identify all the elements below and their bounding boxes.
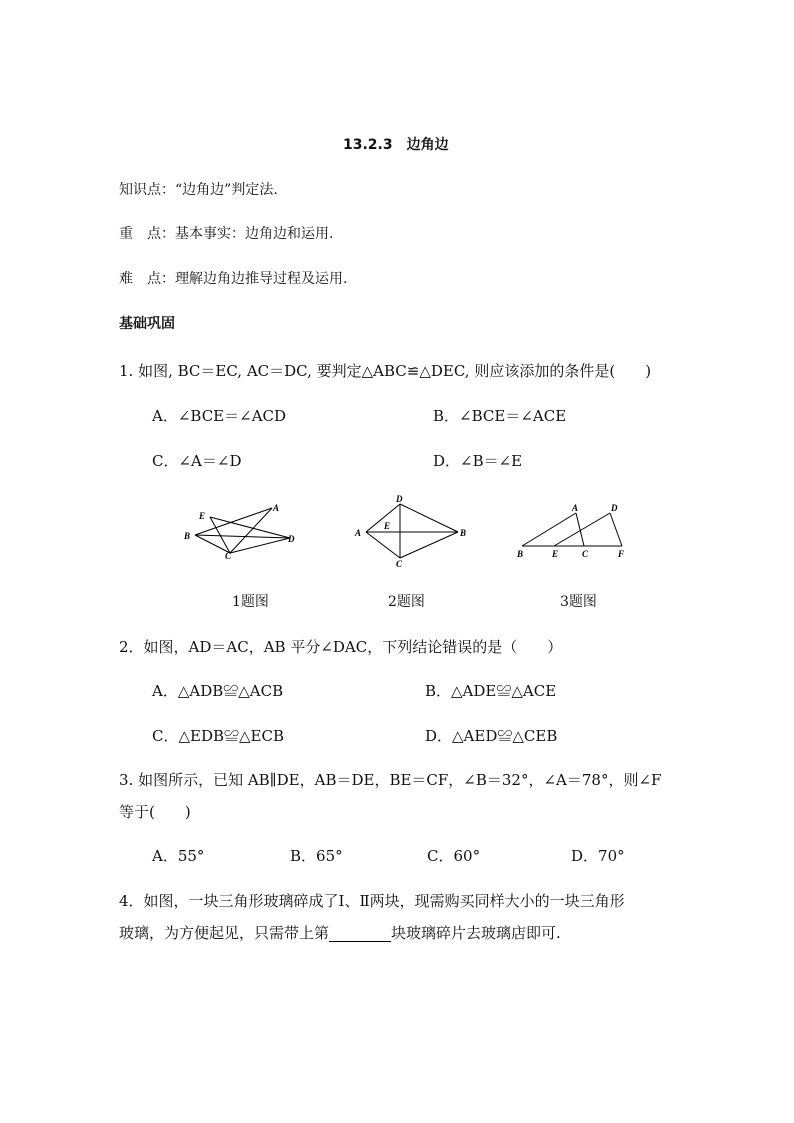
section-heading: 基础巩固 — [119, 316, 175, 332]
q1-option-b: B．∠BCE＝∠ACE — [433, 407, 567, 425]
fig3-label-f: F — [618, 549, 625, 559]
fig1-label-a: A — [273, 503, 280, 513]
q3-option-d: D．70° — [571, 847, 625, 865]
fig2-label-d: D — [396, 494, 403, 504]
fig1-label-e: E — [199, 511, 206, 521]
q1-option-c: C．∠A＝∠D — [152, 452, 242, 470]
fig1-label-c: C — [225, 551, 232, 561]
q2-option-c: C．△EDB≌△ECB — [152, 727, 284, 745]
fig1-label-d: D — [288, 534, 295, 544]
figure-3-caption: 3题图 — [560, 594, 597, 610]
fig3-label-c: C — [582, 549, 589, 559]
q4-line2-before: 玻璃，为方便起见，只需带上第 — [119, 924, 330, 942]
fig3-label-d: D — [611, 503, 618, 513]
q3-option-c: C．60° — [427, 847, 481, 865]
figure-2-caption: 2题图 — [388, 594, 425, 610]
q3-option-a: A．55° — [152, 847, 205, 865]
fig2-label-b: B — [460, 528, 467, 538]
fig3-label-a: A — [572, 503, 579, 513]
figure-3-diagram — [512, 498, 637, 563]
answer-blank[interactable] — [329, 927, 391, 942]
q1-option-a: A．∠BCE＝∠ACD — [152, 407, 287, 425]
figure-1-caption: 1题图 — [232, 594, 269, 610]
fig3-label-e: E — [552, 549, 559, 559]
q2-option-a: A．△ADB≌△ACB — [152, 682, 284, 700]
q3-option-b: B．65° — [290, 847, 343, 865]
question-3-stem-line1: 3. 如图所示，已知 AB∥DE，AB＝DE，BE＝CF，∠B＝32°，∠A＝78°，则∠F — [119, 771, 662, 789]
fig2-label-a: A — [355, 528, 362, 538]
fig2-label-c: C — [396, 559, 403, 568]
difficult-point: 难 点：理解边角边推导过程及运用. — [119, 271, 348, 287]
key-point: 重 点：基本事实：边角边和运用. — [119, 226, 334, 242]
knowledge-point: 知识点：“边角边”判定法. — [119, 182, 278, 198]
question-3-stem-line2: 等于( ) — [119, 803, 191, 821]
q4-line2-after: 块玻璃碎片去玻璃店即可. — [391, 924, 561, 942]
question-1-stem: 1. 如图, BC＝EC, AC＝DC, 要判定△ABC≌△DEC, 则应该添加的条件是( ) — [119, 362, 652, 380]
page-title: 13.2.3 边角边 — [343, 137, 449, 153]
q2-option-b: B．△ADE≌△ACE — [425, 682, 557, 700]
question-2-stem: 2．如图，AD＝AC，AB 平分∠DAC，下列结论错误的是（ ） — [119, 638, 563, 656]
q2-option-d: D．△AED≌△CEB — [425, 727, 558, 745]
fig3-label-b: B — [517, 549, 524, 559]
fig1-label-b: B — [184, 531, 191, 541]
question-4-line2 — [119, 924, 561, 942]
figure-1-diagram — [180, 495, 305, 565]
fig2-label-e: E — [384, 521, 391, 531]
q1-option-d: D．∠B＝∠E — [433, 452, 523, 470]
question-4-line1: 4．如图，一块三角形玻璃碎成了Ⅰ、Ⅱ两块，现需购买同样大小的一块三角形 — [119, 892, 625, 910]
figure-2-diagram — [350, 490, 475, 568]
